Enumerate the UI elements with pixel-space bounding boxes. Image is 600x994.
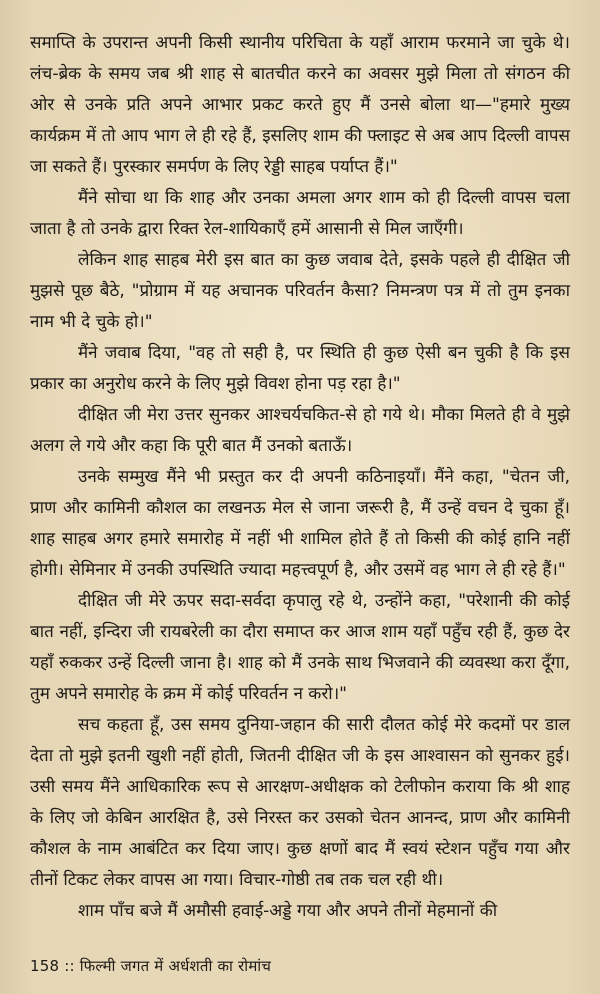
book-title: फिल्मी जगत में अर्धशती का रोमांच [79, 957, 272, 975]
paragraph-3: लेकिन शाह साहब मेरी इस बात का कुछ जवाब देते, इसके पहले ही दीक्षित जी मुझसे पूछ बैठे, "प्रोग्राम में यह अचानक परिवर्तन कैसा? निमन्त्रण पत्र में तो तुम इनका नाम भी दे चुके हो।" [30, 250, 570, 332]
paragraph-4: मैंने जवाब दिया, "वह तो सही है, पर स्थिति ही कुछ ऐसी बन चुकी है कि इस प्रकार का अनुरोध करने के लिए मुझे विवश होना पड़ रहा है।" [30, 343, 570, 394]
paragraph-7: दीक्षित जी मेरे ऊपर सदा-सर्वदा कृपालु रहे थे, उन्होंने कहा, "परेशानी की कोई बात नहीं, इन्दिरा जी रायबरेली का दौरा समाप्त कर आज शाम यहाँ पहुँच रही हैं, कुछ देर यहाँ रुककर उन्हें दिल्ली जाना है। शाह को मैं उनके साथ भिजवाने की व्यवस्था करा दूँगा, तुम अपने समारोह के क्रम में कोई परिवर्तन न करो।" [30, 591, 570, 704]
body-text [30, 28, 570, 927]
page-footer [30, 956, 271, 976]
paragraph-9: शाम पाँच बजे मैं अमौसी हवाई-अड्डे गया और अपने तीनों मेहमानों की [78, 901, 498, 921]
paragraph-2: मैंने सोचा था कि शाह और उनका अमला अगर शाम को ही दिल्ली वापस चला जाता है तो उनके द्वारा रिक्त रेल-शायिकाएँ हमें आसानी से मिल जाएँगी। [30, 188, 570, 239]
page-number: 158 [30, 957, 60, 975]
paragraph-6: उनके सम्मुख मैंने भी प्रस्तुत कर दी अपनी कठिनाइयाँ। मैंने कहा, "चेतन जी, प्राण और कामिनी कौशल का लखनऊ मेल से जाना जरूरी है, मैं उन्हें वचन दे चुका हूँ। शाह साहब अगर हमारे समारोह में नहीं भी शामिल होते हैं तो किसी की कोई हानि नहीं होगी। सेमिनार में उनकी उपस्थिति ज्यादा महत्त्वपूर्ण है, और उसमें वह भाग ले ही रहे हैं।" [30, 467, 570, 580]
footer-separator: :: [64, 957, 75, 975]
paragraph-5: दीक्षित जी मेरा उत्तर सुनकर आश्चर्यचकित-से हो गये थे। मौका मिलते ही वे मुझे अलग ले गये और कहा कि पूरी बात मैं उनको बताऊँ। [30, 405, 570, 456]
paragraph-1: समाप्ति के उपरान्त अपनी किसी स्थानीय परिचिता के यहाँ आराम फरमाने जा चुके थे। लंच-ब्रेक के समय जब श्री शाह से बातचीत करने का अवसर मुझे मिला तो संगठन की ओर से उनके प्रति अपने आभार प्रकट करते हुए मैं उनसे बोला था—"हमारे मुख्य कार्यक्रम में तो आप भाग ले ही रहे हैं, इसलिए शाम की फ्लाइट से अब आप दिल्ली वापस जा सकते हैं। पुरस्कार समर्पण के लिए रेड्डी साहब पर्याप्त हैं।" [30, 33, 570, 177]
paragraph-8: सच कहता हूँ, उस समय दुनिया-जहान की सारी दौलत कोई मेरे कदमों पर डाल देता तो मुझे इतनी खुशी नहीं होती, जितनी दीक्षित जी के इस आश्वासन को सुनकर हुई। उसी समय मैंने आधिकारिक रूप से आरक्षण-अधीक्षक को टेलीफोन कराया कि श्री शाह के लिए जो केबिन आरक्षित है, उसे निरस्त कर उसको चेतन आनन्द, प्राण और कामिनी कौशल के नाम आबंटित कर दिया जाए। कुछ क्षणों बाद मैं स्वयं स्टेशन पहुँच गया और तीनों टिकट लेकर वापस आ गया। विचार-गोष्ठी तब तक चल रही थी। [30, 715, 570, 890]
